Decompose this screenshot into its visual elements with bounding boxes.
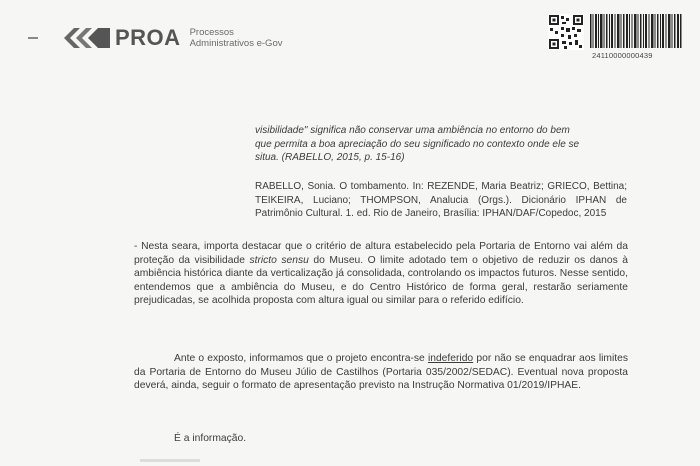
barcode-icon <box>590 14 682 48</box>
paragraph1-italic-term: stricto sensu <box>249 254 309 266</box>
paragraph-height-criterion <box>134 240 628 308</box>
barcode-number: 24110000000439 <box>592 51 653 60</box>
proa-chevron-icon <box>64 26 112 50</box>
paragraph1-text-start: - Nesta seara, importa destacar que o critério de altura estabelecido pela Portaria de Entorno vai além da proteção da visibilidade <box>134 241 628 266</box>
paragraph-conclusion <box>134 352 628 393</box>
bibliographic-reference: RABELLO, Sonia. O tombamento. In: REZENDE, Maria Beatriz; GRIECO, Bettina; TEIKEIRA, Luciano; THOMPSON, Analucia (Orgs.). Dicionário IPHAN de Patrimônio Cultural. 1. ed. Rio de Janeiro, Brasília: IPHAN/DAF/Copedoc, 2015 <box>255 181 627 219</box>
logo-tagline <box>190 27 283 49</box>
logo-tagline-line-1: Processos <box>189 27 234 38</box>
paragraph2-underlined-term: indeferido <box>427 353 474 364</box>
cut-off-line <box>140 459 200 462</box>
quote-line-3: situa. (RABELLO, 2015, p. 15-16) <box>255 152 405 163</box>
margin-mark <box>28 37 38 39</box>
quote-line-2: que permita a boa apreciação do seu significado no contexto onde ele se <box>255 138 580 150</box>
logo-tagline-line-2: Administrativos e-Gov <box>189 38 283 49</box>
closing-line: É a informação. <box>174 433 247 444</box>
block-quote <box>255 124 627 165</box>
paragraph1-text-end: do Museu. O limite adotado tem o objetivo de reduzir os danos à ambiência histórica diante da verticalização já consolidada, controlando os impactos futuros. Nesse sentido, entendemos que a ambiência do Museu, e do Centro Histórico de forma geral, restarão seriamente prejudicadas, se acolhida proposta com altura igual ou similar para o referido edifício. <box>134 254 628 306</box>
qr-code-icon <box>548 14 584 50</box>
paragraph2-text-start: Ante o exposto, informamos que o projeto encontra-se <box>174 353 428 364</box>
quote-line-1: visibilidade" significa não conservar uma ambiência no entorno do bem <box>255 125 570 136</box>
logo-wordmark: PROA <box>115 25 181 50</box>
proa-logo <box>64 23 282 53</box>
paragraph2-text-end: por não se enquadrar aos limites da Portaria de Entorno do Museu Júlio de Castilhos (Portaria 035/2002/SEDAC). Eventual nova proposta deverá, ainda, seguir o formato de apresentação previsto na Instrução Normativa 01/2019/IPHAE. <box>134 353 628 391</box>
